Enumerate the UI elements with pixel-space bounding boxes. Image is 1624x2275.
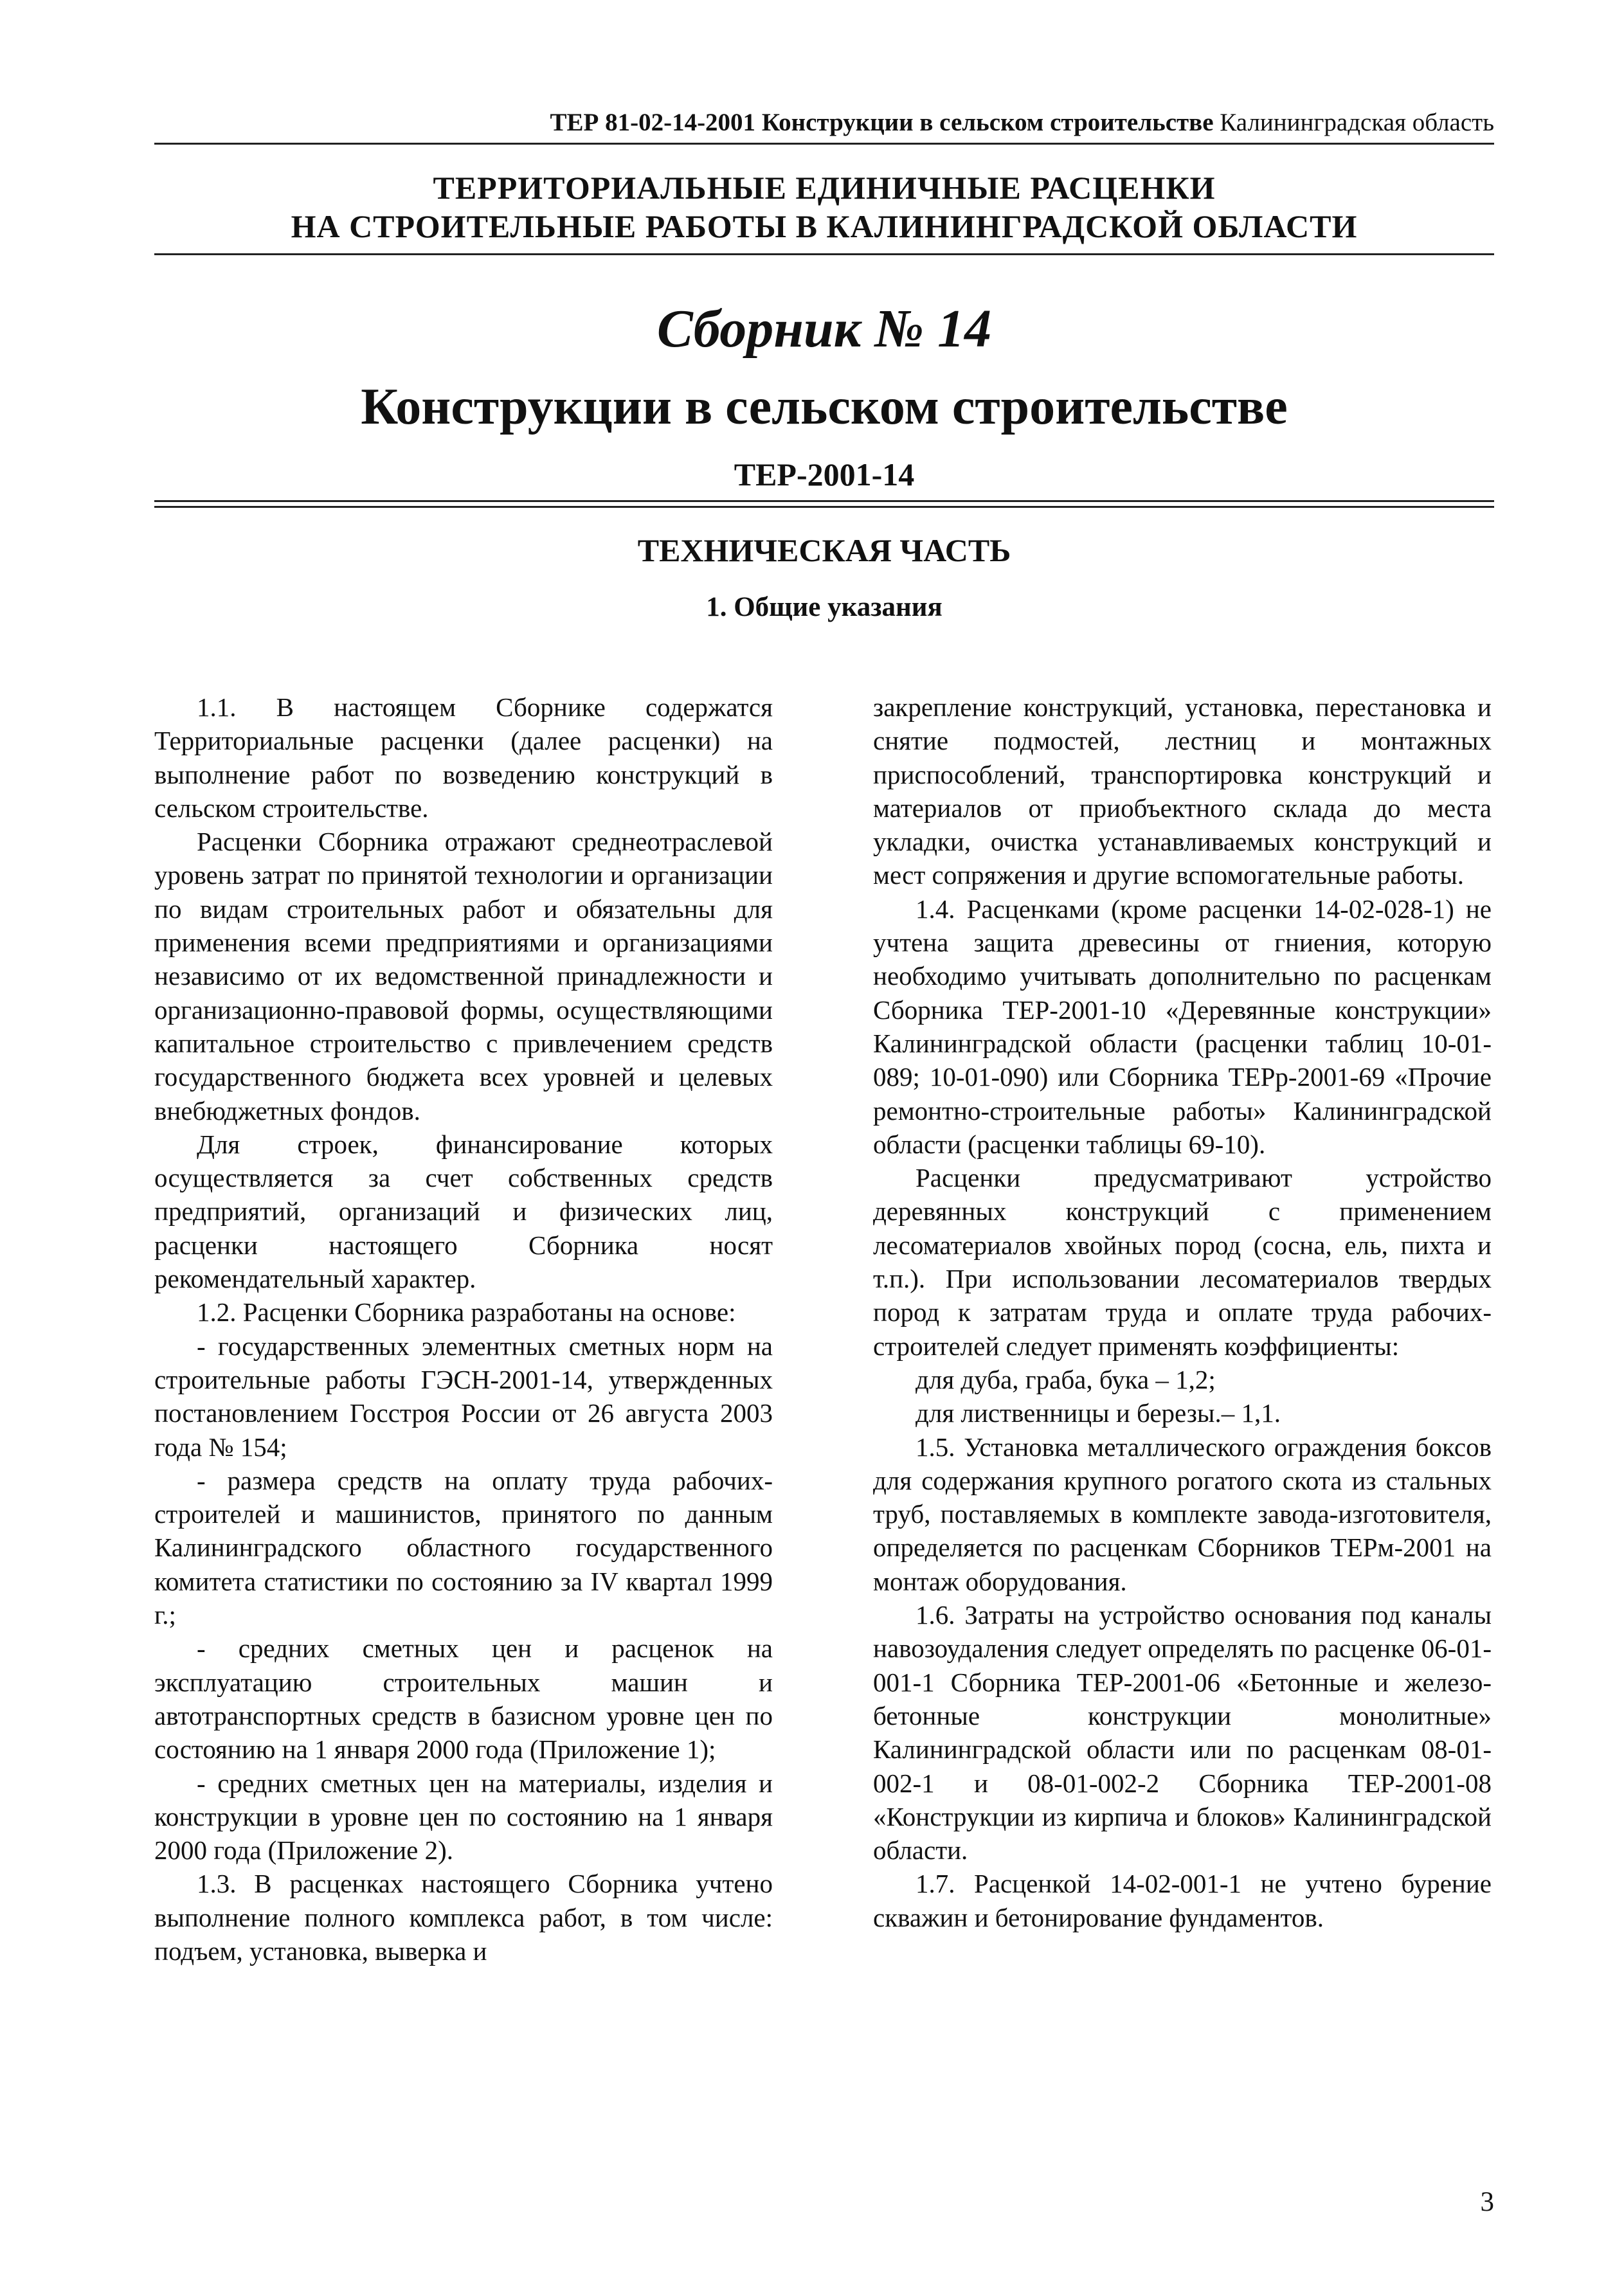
paragraph: - размера средств на оплату труда рабочих-строителей и машинистов, принятого по данным Калининградского областного государственного комитета статистики по состоянию за IV квартал 1999 г.; [154, 1465, 773, 1630]
paragraph: - государственных элементных сметных норм на строительные работы ГЭСН-2001-14, утвержденных постановлением Госстроя России от 26 августа 2003 года № 154; [154, 1331, 773, 1462]
title-rule [154, 253, 1494, 255]
header-rule [154, 143, 1494, 145]
paragraph: Для строек, финансирование которых осуществляется за счет собственных средств предприятий, организаций и физических лиц, расценки настоящего Сборника носят рекомендательный характер. [154, 1129, 773, 1294]
left-column [154, 690, 773, 1968]
header-title: Конструкции в сельском строительстве [761, 109, 1214, 136]
page-number: 3 [1480, 2187, 1494, 2217]
org-title-line1: ТЕРРИТОРИАЛЬНЫЕ ЕДИНИЧНЫЕ РАСЦЕНКИ [433, 170, 1216, 206]
paragraph: для дуба, граба, бука – 1,2; [916, 1364, 1216, 1394]
header-code: ТЕР 81-02-14-2001 [550, 109, 756, 136]
right-column [873, 690, 1492, 1934]
collection-name: Конструкции в сельском строительстве [361, 379, 1288, 435]
paragraph: 1.6. Затраты на устройство основания под каналы навозоудаления следует определять по расценке 06-01-001-1 Сборника ТЕР-2001-06 «Бетонные и железо-бетонные конструкции монолитные» Калининградской области или по расценкам 08-01-002-1 и 08-01-002-2 Сборника ТЕР-2001-08 «Конструкции из кирпича и блоков» Калининградской области. [873, 1600, 1492, 1866]
paragraph: закрепление конструкций, установка, перестановка и снятие подмостей, лестниц и монтажных приспособлений, транспортировка конструкций и материалов от приобъектного склада до места укладки, очистка устанавливаемых конструкций и мест сопряжения и другие вспомогательные работы. [873, 692, 1492, 890]
paragraph: Расценки предусматривают устройство деревянных конструкций с применением лесоматериалов хвойных пород (сосна, ель, пихта и т.п.). При использовании лесоматериалов твердых пород к затратам труда и оплате труда рабочих-строителей следует применять коэффициенты: [873, 1163, 1492, 1361]
paragraph: - средних сметных цен и расценок на эксплуатацию строительных машин и автотранспортных средств в базисном уровне цен по состоянию на 1 января 2000 года (Приложение 1); [154, 1633, 773, 1765]
section-title: 1. Общие указания [706, 592, 943, 622]
running-header [154, 107, 1494, 139]
paragraph: 1.3. В расценках настоящего Сборника учтено выполнение полного комплекса работ, в том числе: подъем, установка, выверка и [154, 1869, 773, 1966]
paragraph: 1.1. В настоящем Сборнике содержатся Территориальные расценки (далее расценки) на выполнение работ по возведению конструкций в сельском строительстве. [154, 692, 773, 823]
paragraph: 1.7. Расценкой 14-02-001-1 не учтено бурение скважин и бетонирование фундаментов. [873, 1869, 1492, 1932]
part-title: ТЕХНИЧЕСКАЯ ЧАСТЬ [637, 532, 1011, 568]
header-region: Калининградская область [1220, 109, 1494, 136]
collection-number: Сборник № 14 [656, 299, 992, 359]
org-title [154, 168, 1494, 246]
org-title-line2: НА СТРОИТЕЛЬНЫЕ РАБОТЫ В КАЛИНИНГРАДСКОЙ ОБЛАСТИ [291, 208, 1358, 244]
double-rule-bottom [154, 506, 1494, 508]
paragraph: 1.5. Установка металлического ограждения боксов для содержания крупного рогатого скота из стальных труб, поставляемых в комплекте завода-изготовителя, определяется по расценкам Сборников ТЕРм-2001 на монтаж оборудования. [873, 1432, 1492, 1596]
paragraph: - средних сметных цен на материалы, изделия и конструкции в уровне цен по состоянию на 1 января 2000 года (Приложение 2). [154, 1768, 773, 1866]
paragraph: 1.2. Расценки Сборника разработаны на основе: [197, 1297, 736, 1327]
paragraph: Расценки Сборника отражают среднеотраслевой уровень затрат по принятой технологии и организации по видам строительных работ и обязательны для применения всеми предприятиями и организациями независимо от их ведомственной принадлежности и организационно-правовой формы, осуществляющими капитальное строительство с привлечением средств государственного бюджета всех уровней и целевых внебюджетных фондов. [154, 827, 773, 1126]
double-rule-top [154, 500, 1494, 502]
collection-code: ТЕР-2001-14 [734, 456, 915, 492]
paragraph: 1.4. Расценками (кроме расценки 14-02-028-1) не учтена защита древесины от гниения, которую необходимо учитывать дополнительно по расценкам Сборника ТЕР-2001-10 «Деревянные конструкции» Калининградской области (расценки таблиц 10-01-089; 10-01-090) или Сборника ТЕРр-2001-69 «Прочие ремонтно-строительные работы» Калининградской области (расценки таблицы 69-10). [873, 894, 1492, 1159]
paragraph: для лиственницы и березы.– 1,1. [916, 1398, 1281, 1428]
